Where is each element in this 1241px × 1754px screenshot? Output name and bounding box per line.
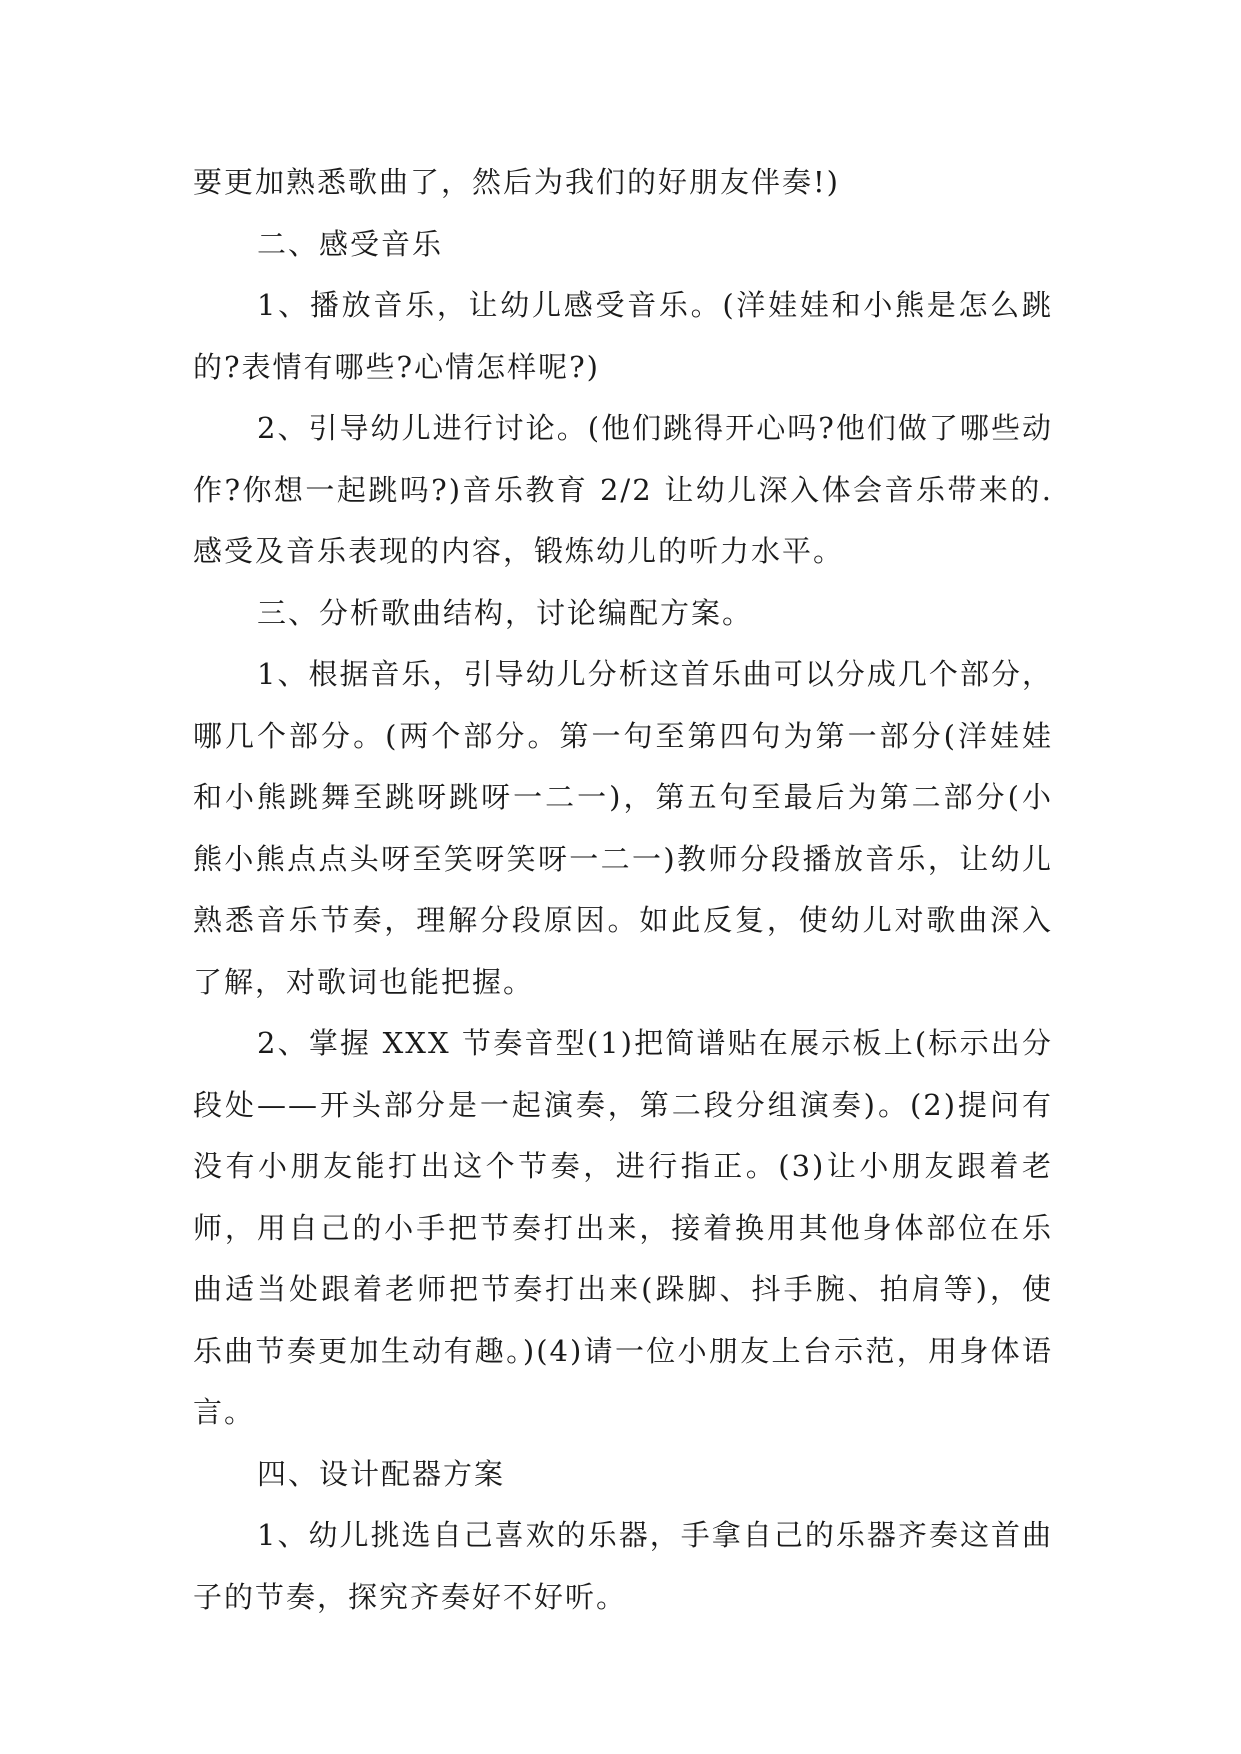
paragraph-3-2: 2、掌握 XXX 节奏音型(1)把简谱贴在展示板上(标示出分段处——开头部分是一起演奏，第二段分组演奏)。(2)提问有没有小朋友能打出这个节奏，进行指正。(3)让小朋友跟着老师，用自己的小手把节奏打出来，接着换用其他身体部位在乐曲适当处跟着老师把节奏打出来(跺脚、抖手腕、拍肩等)，使乐曲节奏更加生动有趣。)(4)请一位小朋友上台示范，用身体语言。 xyxy=(193,1026,1053,1429)
paragraph-3-1: 1、根据音乐，引导幼儿分析这首乐曲可以分成几个部分，哪几个部分。(两个部分。第一句至第四句为第一部分(洋娃娃和小熊跳舞至跳呀跳呀一二一)，第五句至最后为第二部分(小熊小熊点点头呀至笑呀笑呀一二一)教师分段播放音乐，让幼儿熟悉音乐节奏，理解分段原因。如此反复，使幼儿对歌曲深入了解，对歌词也能把握。 xyxy=(193,657,1053,999)
document-body xyxy=(193,152,1053,1628)
paragraph-2-1: 1、播放音乐，让幼儿感受音乐。(洋娃娃和小熊是怎么跳的?表情有哪些?心情怎样呢?) xyxy=(193,288,1053,384)
paragraph-2-2: 2、引导幼儿进行讨论。(他们跳得开心吗?他们做了哪些动作?你想一起跳吗?)音乐教育 2/2 让幼儿深入体会音乐带来的.感受及音乐表现的内容，锻炼幼儿的听力水平。 xyxy=(193,411,1053,568)
paragraph-4-1: 1、幼儿挑选自己喜欢的乐器，手拿自己的乐器齐奏这首曲子的节奏，探究齐奏好不好听。 xyxy=(193,1518,1053,1614)
paragraph-continuation: 要更加熟悉歌曲了，然后为我们的好朋友伴奏!) xyxy=(193,165,840,199)
section-heading-3: 三、分析歌曲结构，讨论编配方案。 xyxy=(257,595,754,630)
section-heading-2: 二、感受音乐 xyxy=(257,226,444,261)
section-heading-4: 四、设计配器方案 xyxy=(257,1456,506,1491)
